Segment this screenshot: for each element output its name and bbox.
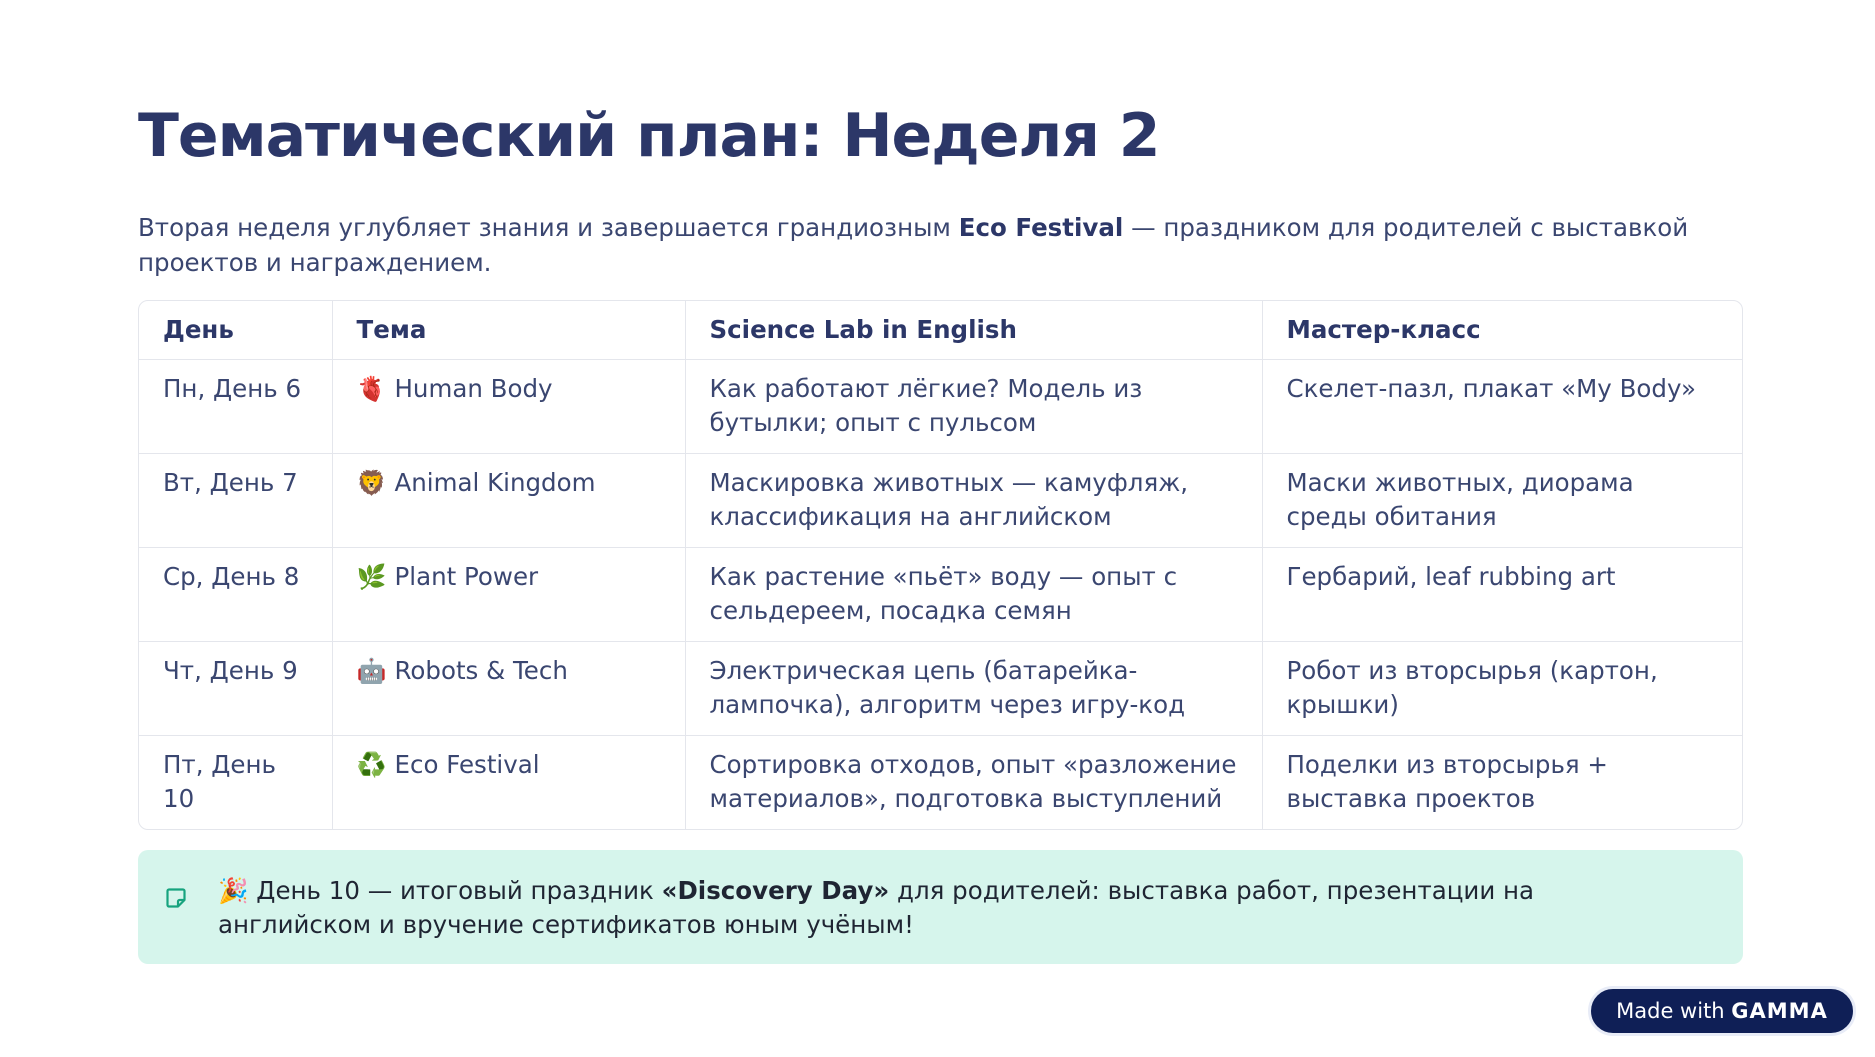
column-header-master-class: Мастер-класс (1262, 301, 1742, 359)
theme-cell (332, 453, 685, 547)
science-lab-cell: Как работают лёгкие? Модель из бутылки; опыт с пульсом (685, 359, 1262, 453)
party-popper-icon: 🎉 (218, 876, 249, 905)
master-class-cell: Скелет-пазл, плакат «My Body» (1262, 359, 1742, 453)
master-class-cell: Гербарий, leaf rubbing art (1262, 547, 1742, 641)
master-class-cell: Робот из вторсырья (картон, крышки) (1262, 641, 1742, 735)
intro-highlight: Eco Festival (958, 213, 1124, 242)
lion-icon: 🦁 (356, 468, 387, 497)
science-lab-cell: Как растение «пьёт» воду — опыт с сельдереем, посадка семян (685, 547, 1262, 641)
theme-cell (332, 641, 685, 735)
day-cell: Ср, День 8 (139, 547, 332, 641)
theme-label: Eco Festival (394, 749, 540, 779)
note-icon (165, 887, 187, 909)
science-lab-cell: Маскировка животных — камуфляж, классификация на английском (685, 453, 1262, 547)
table-header-row (139, 301, 1742, 359)
recycle-icon: ♻️ (356, 750, 387, 779)
table-row (139, 453, 1742, 547)
theme-cell (332, 359, 685, 453)
column-header-theme: Тема (332, 301, 685, 359)
table-row (139, 359, 1742, 453)
badge-prefix: Made with (1616, 999, 1732, 1023)
theme-label: Human Body (394, 373, 553, 403)
intro-paragraph (138, 210, 1743, 280)
schedule-table (139, 301, 1742, 829)
gamma-logo: GAMMA (1731, 999, 1828, 1023)
theme-label: Animal Kingdom (394, 467, 596, 497)
column-header-day: День (139, 301, 332, 359)
discovery-day-callout (138, 850, 1743, 964)
heart-icon: 🫀 (356, 374, 387, 403)
leaf-icon: 🌿 (356, 562, 387, 591)
slide (138, 96, 1743, 964)
theme-label: Plant Power (394, 561, 539, 591)
table-row (139, 735, 1742, 829)
page-title: Тематический план: Неделя 2 (138, 101, 1160, 171)
intro-text-start: Вторая неделя углубляет знания и завершается грандиозным (138, 213, 959, 242)
theme-cell (332, 547, 685, 641)
day-cell: Чт, День 9 (139, 641, 332, 735)
callout-text-start: День 10 — итоговый праздник (248, 876, 662, 905)
science-lab-cell: Электрическая цепь (батарейка-лампочка), алгоритм через игру-код (685, 641, 1262, 735)
robot-icon: 🤖 (356, 656, 387, 685)
master-class-cell: Поделки из вторсырья + выставка проектов (1286, 749, 1608, 813)
intro-text-end: — праздником для родителей с выставкой проектов и награждением. (138, 213, 1689, 277)
day-cell: Вт, День 7 (139, 453, 332, 547)
made-with-gamma-badge[interactable] (1588, 986, 1856, 1036)
theme-cell (332, 735, 685, 829)
table-row (139, 641, 1742, 735)
day-cell: Пт, День 10 (139, 735, 332, 829)
callout-highlight: «Discovery Day» (661, 876, 890, 905)
master-class-cell: Маски животных, диорама среды обитания (1262, 453, 1742, 547)
callout-text-end: для родителей: выставка работ, презентации на английском и вручение сертификатов юным учёным! (218, 876, 1535, 939)
column-header-science-lab: Science Lab in English (685, 301, 1262, 359)
day-cell: Пн, День 6 (139, 359, 332, 453)
theme-label: Robots & Tech (394, 655, 568, 685)
science-lab-cell: Сортировка отходов, опыт «разложение материалов», подготовка выступлений (685, 735, 1262, 829)
schedule-table-container (138, 300, 1743, 830)
table-row (139, 547, 1742, 641)
